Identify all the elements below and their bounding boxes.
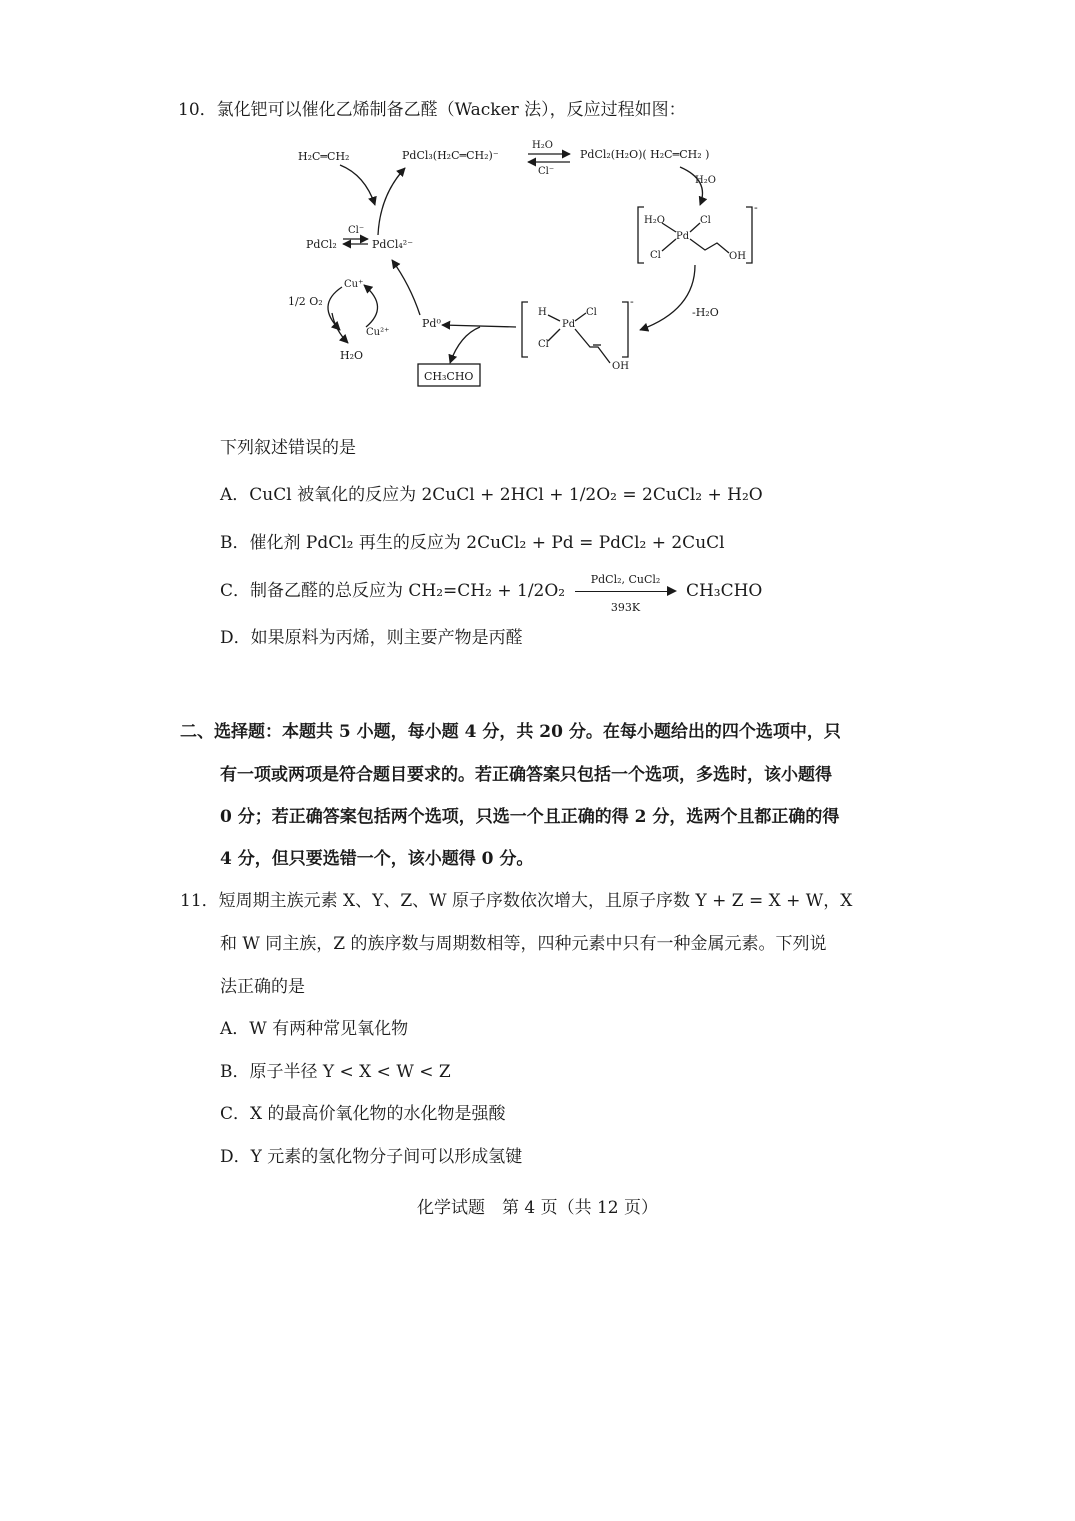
section2-line-1: 二、选择题：本题共 5 小题，每小题 4 分，共 20 分。在每小题给出的四个选项中，只 [180,722,841,742]
cu-plus-label: Cu⁺ [344,279,364,290]
minus-h2o-label: -H₂O [692,306,719,319]
q10-option-a: A．CuCl 被氧化的反应为 2CuCl + 2HCl + 1/2O₂ = 2CuCl₂ + H₂O [220,485,763,505]
water-in-label: H₂O [695,175,716,186]
water-over-arrow: H₂O [532,140,553,151]
ethylene-label: H₂C═CH₂ [298,150,350,163]
chloride-under-arrow: Cl⁻ [538,166,555,177]
page-footer: 化学试题 第 4 页（共 12 页） [416,1198,659,1218]
q11-line-1: 11．短周期主族元素 X、Y、Z、W 原子序数依次增大，且原子序数 Y + Z = X + W，X [180,891,853,911]
pdcl4-label: PdCl₄²⁻ [372,238,414,251]
cl-minus-label: Cl⁻ [348,225,365,236]
q11-line-3: 法正确的是 [220,977,305,997]
complex1-label: PdCl₃(H₂C═CH₂)⁻ [402,149,499,162]
q10-option-d: D．如果原料为丙烯，则主要产物是丙醛 [220,628,523,648]
hyd-h: H [538,307,547,318]
hyd-charge: - [630,295,634,308]
q11-line-2: 和 W 同主族，Z 的族序数与周期数相等，四种元素中只有一种金属元素。下列说 [220,934,827,954]
int-cl1: Cl [700,215,711,226]
q10-prompt: 下列叙述错误的是 [220,438,356,458]
hyd-cl1: Cl [586,307,597,318]
half-o2-label: 1/2 O₂ [288,295,323,308]
q10-option-c-text: C．制备乙醛的总反应为 CH₂=CH₂ + 1/2O₂ [220,581,566,601]
section2-line-4: 4 分，但只要选错一个，该小题得 0 分。 [220,849,534,869]
pdcl2-label: PdCl₂ [306,238,337,251]
int-h2o: H₂O [644,215,665,226]
hyd-pd: Pd [562,319,576,330]
reaction-arrow-catalyst: PdCl₂, CuCl₂ [590,572,661,586]
int-charge: - [754,201,758,214]
q10-stem: 10．氯化钯可以催化乙烯制备乙醛（Wacker 法），反应过程如图： [178,100,686,120]
reaction-arrow [571,572,681,614]
cu2-plus-label: Cu²⁺ [366,327,390,338]
q11-option-c: C．X 的最高价氧化物的水化物是强酸 [220,1104,506,1124]
water-out-label: H₂O [340,349,364,362]
reaction-arrow-temp: 393K [610,600,641,614]
q10-option-c [220,572,763,614]
q10-option-c-product: CH₃CHO [685,581,763,601]
section2-line-3: 0 分；若正确答案包括两个选项，只选一个且正确的得 2 分，选两个且都正确的得 [220,807,840,827]
int-pd: Pd [676,231,690,242]
hyd-oh: OH [612,361,629,372]
q10-option-b: B．催化剂 PdCl₂ 再生的反应为 2CuCl₂ + Pd = PdCl₂ + 2CuCl [220,533,725,553]
int-cl2: Cl [650,250,661,261]
pd0-label: Pd⁰ [422,317,441,330]
q11-option-d: D．Y 元素的氢化物分子间可以形成氢键 [220,1147,523,1167]
q11-option-b: B．原子半径 Y < X < W < Z [220,1062,451,1082]
int-oh: OH [729,251,746,262]
wacker-cycle-diagram [280,135,780,395]
product-label: CH₃CHO [424,370,474,383]
q11-option-a: A．W 有两种常见氧化物 [220,1019,409,1039]
complex2-label: PdCl₂(H₂O)( H₂C═CH₂ ) [580,148,710,161]
section2-line-2: 有一项或两项是符合题目要求的。若正确答案只包括一个选项，多选时，该小题得 [220,765,832,785]
hyd-cl2: Cl [538,339,549,350]
